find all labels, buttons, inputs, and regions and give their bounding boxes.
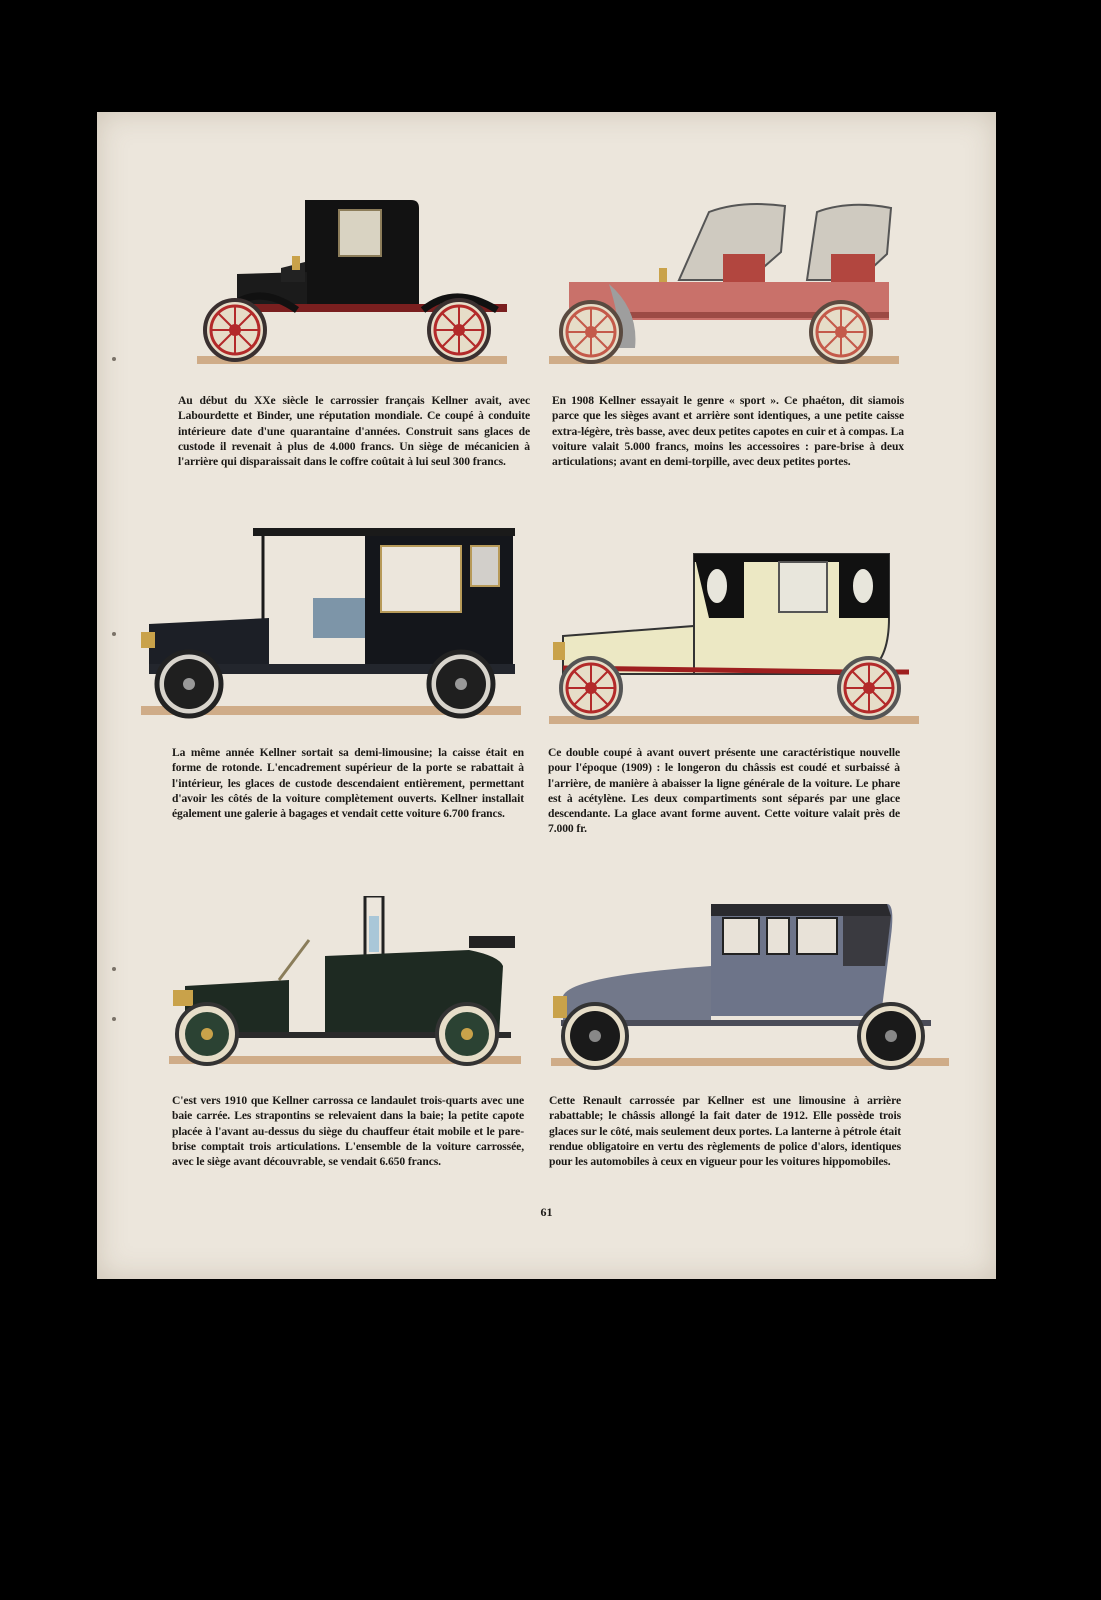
caption-kellner-coupe: Au début du XXe siècle le carrossier français Kellner avait, avec Labourdette et Binder, une réputation mondiale. Ce coupé à conduite intérieure date d'une quarantaine d'années. Construit sans glaces de custode il revenait à plus de 4.000 francs. Un siège de mécanicien à l'arrière qui disparaissait dans le coffre coûtait à lui seul 300 francs.	[178, 394, 530, 469]
binding-hole	[112, 1017, 116, 1021]
page-number: 61	[540, 1205, 553, 1219]
caption-renault-limousine: Cette Renault carrossée par Kellner est une limousine à arrière rabattable; le châssis allongé la fait dater de 1912. Elle possède trois glaces sur le côté, mais seulement deux portes. La lanterne à pétrole était rendue obligatoire en vertu des règlements de police d'alors, identiques pour les automobiles à ceux en vigueur pour les voitures hippomobiles.	[549, 1094, 901, 1169]
binding-hole	[112, 967, 116, 971]
illustration-landaulet	[169, 896, 539, 1096]
illustration-kellner-coupe	[197, 172, 567, 372]
caption-double-coupe: Ce double coupé à avant ouvert présente une caractéristique nouvelle pour l'époque (1909) : le longeron du châssis est coudé et surbaissé à l'arrière, de manière à abaisser la ligne générale de la voiture. Le phare est à acétylène. Les deux compartiments sont séparés par une glace descendante. La glace avant forme auvent. Cette voiture valait près de 7.000 fr.	[548, 746, 900, 836]
book-page	[97, 112, 996, 1279]
binding-hole	[112, 357, 116, 361]
illustration-demi-limousine	[141, 524, 511, 724]
illustration-double-coupe	[549, 548, 919, 748]
illustration-renault-limousine	[551, 896, 921, 1096]
caption-phaeton-siamois: En 1908 Kellner essayait le genre « sport ». Ce phaéton, dit siamois parce que les sièges avant et arrière sont identiques, a une petite caisse extra-légère, très basse, avec deux petites capotes en cuir et à compas. La voiture valait 5.000 francs, moins les accessoires : pare-brise à deux articulations; avant en demi-torpille, avec deux petites portes.	[552, 394, 904, 469]
caption-landaulet: C'est vers 1910 que Kellner carrossa ce landaulet trois-quarts avec une baie carrée. Les strapontins se relevaient dans la baie; la petite capote placée à l'avant au-dessus du siège du chauffeur était mobile et le pare-brise comptait trois articulations. L'ensemble de la voiture carrossée, avec le siège avant découvrable, se vendait 6.650 francs.	[172, 1094, 524, 1169]
illustration-phaeton-siamois	[549, 172, 919, 372]
caption-demi-limousine: La même année Kellner sortait sa demi-limousine; la caisse était en forme de rotonde. L'encadrement supérieur de la porte se rabattait à l'intérieur, les glaces de custode descendaient entièrement, permettant d'avoir les côtés de la voiture complètement ouverts. Kellner installait également une galerie à bagages et vendait cette voiture 6.700 francs.	[172, 746, 524, 821]
binding-hole	[112, 632, 116, 636]
